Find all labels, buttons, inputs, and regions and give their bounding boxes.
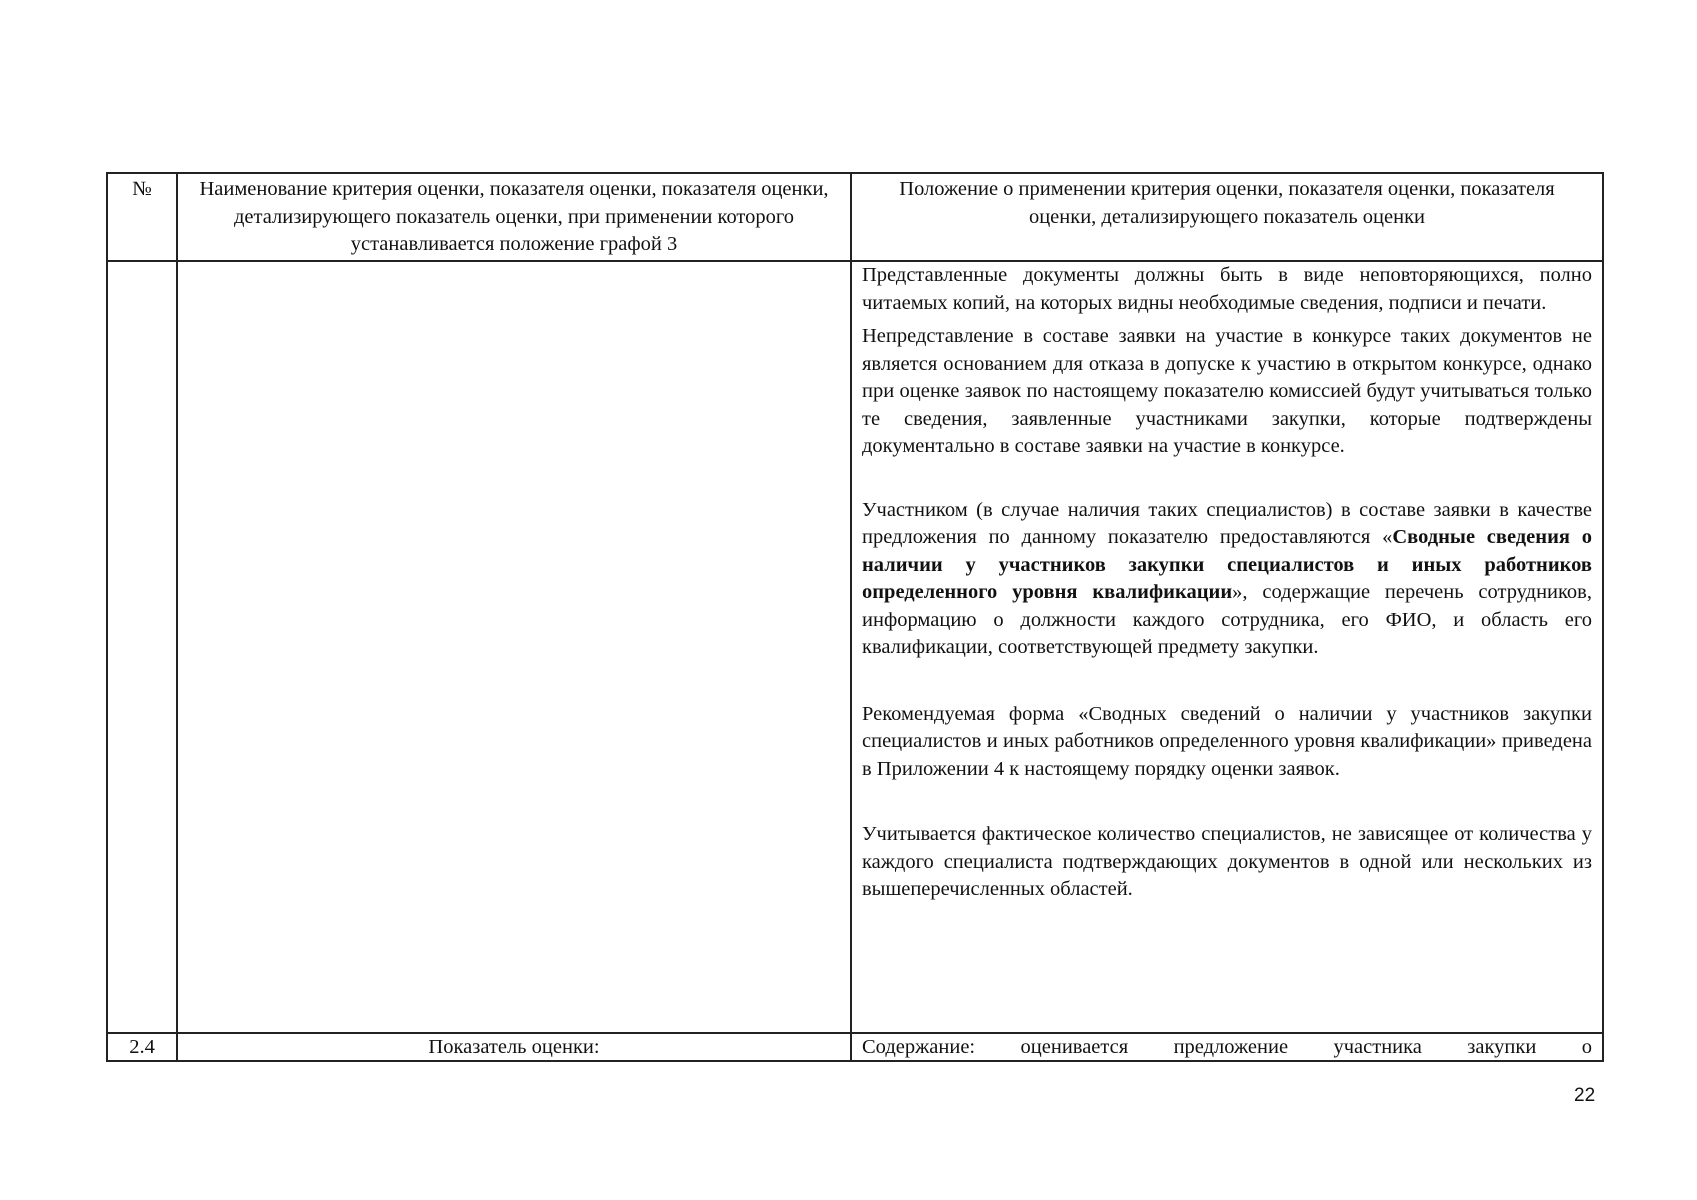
page-number: 22 [1574, 1085, 1596, 1106]
paragraph-actual-count: Учитывается фактическое количество специалистов, не зависящее от количества у каждого специалиста подтверждающих документов в одной или нескольких из вышеперечисленных областей. [862, 823, 1592, 900]
table-row [107, 1033, 1603, 1061]
header-provision: Положение о применении критерия оценки, показателя оценки, показателя оценки, детализирующего показатель оценки [851, 173, 1603, 261]
row-name-cell: Показатель оценки: [177, 1033, 851, 1061]
paragraph-participant-summary [862, 497, 1592, 662]
row-name-cell [177, 261, 851, 1033]
paragraph-bold-text: Сводные сведения о наличии у участников закупки специалистов и иных работников определенного уровня квалификации [862, 526, 1592, 603]
header-criterion-name: Наименование критерия оценки, показателя оценки, показателя оценки, детализирующего показатель оценки, при применении которого устанавливается положение графой 3 [177, 173, 851, 261]
criteria-table [106, 172, 1604, 1062]
paragraph-text: Участником (в случае наличия таких специалистов) в составе заявки в качестве предложения по данному показателю предоставляются « [862, 498, 1592, 548]
paragraph-recommended-form: Рекомендуемая форма «Сводных сведений о наличии у участников закупки специалистов и иных работников определенного уровня квалификации» приведена в Приложении 4 к настоящему порядку оценки заявок. [862, 702, 1592, 780]
table-header-row [107, 173, 1603, 261]
row-provision-cell [851, 261, 1603, 1033]
paragraph-non-submission: Непредставление в составе заявки на участие в конкурсе таких документов не является основанием для отказа в допуске к участию в открытом конкурсе, однако при оценке заявок по настоящему показателю комиссией будут учитываться только те сведения, заявленные участниками закупки, которые подтверждены документально в составе заявки на участие в конкурсе. [862, 325, 1592, 457]
table-row [107, 261, 1603, 1033]
paragraph-documents: Представленные документы должны быть в виде неповторяющихся, полно читаемых копий, на которых видны необходимые сведения, подписи и печати. [862, 264, 1592, 314]
row-number-cell: 2.4 [107, 1033, 177, 1061]
paragraph-text: », содержащие перечень сотрудников, информацию о должности каждого сотрудника, его ФИО, и область его квалификации, соответствующей предмету закупки. [862, 581, 1592, 658]
row-provision-cell: Содержание: оценивается предложение участника закупки о [851, 1033, 1603, 1061]
row-number-cell [107, 261, 177, 1033]
header-number: № [107, 173, 177, 261]
